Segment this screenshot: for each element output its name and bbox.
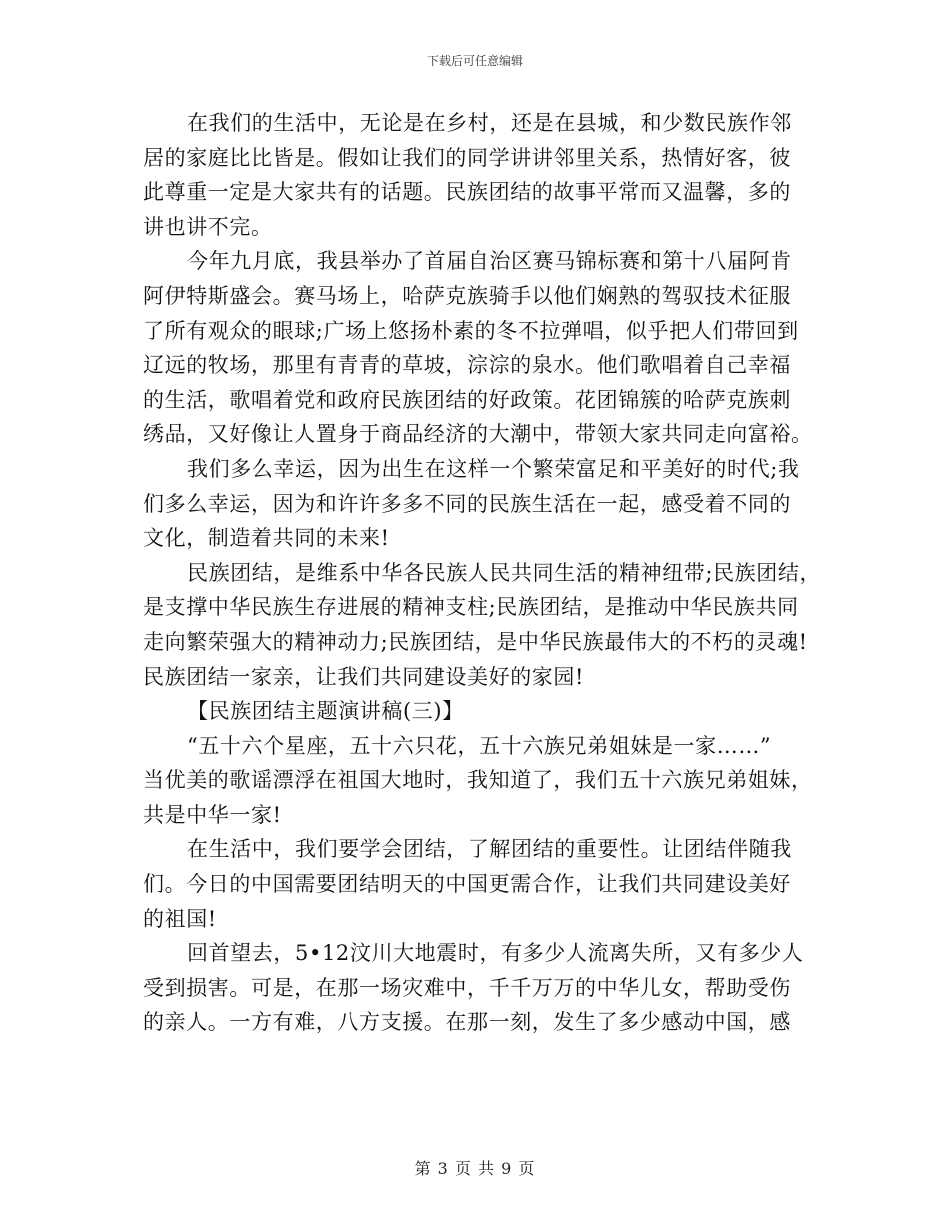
document-body [143, 106, 823, 1040]
text-line: 的生活，歌唱着党和政府民族团结的好政策。花团锦簇的哈萨克族刺 [143, 387, 791, 412]
text-line: 今年九月底，我县举办了首届自治区赛马锦标赛和第十八届阿肯 [187, 249, 792, 274]
text-line: 的祖国! [143, 906, 217, 931]
text-line: “五十六个星座，五十六只花，五十六族兄弟姐妹是一家……” [187, 733, 772, 758]
text-line: 此尊重一定是大家共有的话题。民族团结的故事平常而又温馨，多的 [143, 180, 791, 205]
text-line: 我们多么幸运，因为出生在这样一个繁荣富足和平美好的时代;我 [187, 456, 800, 481]
page-header: 下载后可任意编辑 [426, 54, 523, 68]
text-line: 共是中华一家! [143, 802, 282, 827]
text-line: 的亲人。一方有难，八方支援。在那一刻，发生了多少感动中国，感 [143, 1010, 791, 1035]
text-line: 辽远的牧场，那里有青青的草坡，淙淙的泉水。他们歌唱着自己幸福 [143, 353, 791, 378]
text-line: 讲也讲不完。 [143, 214, 273, 239]
page-footer: 第 3 页 共 9 页 [414, 1159, 536, 1178]
text-line: 受到损害。可是，在那一场灾难中，千千万万的中华儿女，帮助受伤 [143, 975, 791, 1000]
section-heading: 【民族团结主题演讲稿(三)】 [187, 699, 464, 724]
text-line: 当优美的歌谣漂浮在祖国大地时，我知道了，我们五十六族兄弟姐妹， [143, 768, 813, 793]
text-line: 们多么幸运，因为和许许多多不同的民族生活在一起，感受着不同的 [143, 491, 791, 516]
text-line: 们。今日的中国需要团结明天的中国更需合作，让我们共同建设美好 [143, 872, 791, 897]
text-line: 是支撑中华民族生存进展的精神支柱;民族团结，是推动中华民族共同 [143, 595, 799, 620]
text-line: 走向繁荣强大的精神动力;民族团结，是中华民族最伟大的不朽的灵魂! [143, 629, 808, 654]
text-line: 回首望去，5•12汶川大地震时，有多少人流离失所，又有多少人 [187, 941, 804, 966]
text-line: 居的家庭比比皆是。假如让我们的同学讲讲邻里关系，热情好客，彼 [143, 145, 791, 170]
text-line: 了所有观众的眼球;广场上悠扬朴素的冬不拉弹唱，似乎把人们带回到 [143, 318, 799, 343]
text-line: 在我们的生活中，无论是在乡村，还是在县城，和少数民族作邻 [187, 111, 792, 135]
text-line: 民族团结，是维系中华各民族人民共同生活的精神纽带;民族团结， [187, 560, 822, 585]
text-line: 阿伊特斯盛会。赛马场上，哈萨克族骑手以他们娴熟的驾驭技术征服 [143, 283, 791, 308]
text-line: 民族团结一家亲，让我们共同建设美好的家园! [143, 664, 585, 689]
text-line: 绣品，又好像让人置身于商品经济的大潮中，带领大家共同走向富裕。 [143, 422, 813, 447]
text-line: 在生活中，我们要学会团结，了解团结的重要性。让团结伴随我 [187, 837, 792, 862]
text-line: 文化，制造着共同的未来! [143, 526, 390, 551]
